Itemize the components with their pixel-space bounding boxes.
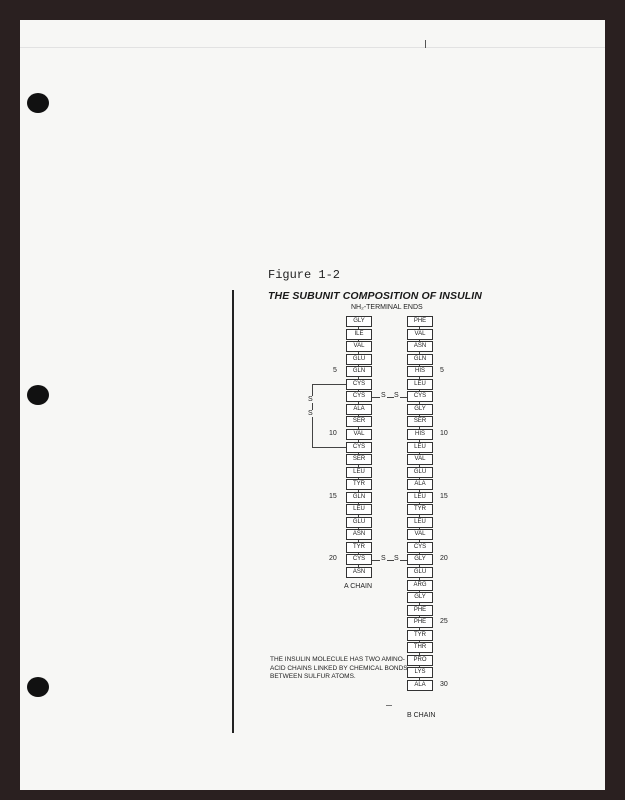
a-chain-residue: CYS [346,554,372,565]
pen-mark [425,40,426,48]
sulfur-label: S [381,554,386,562]
b-chain-position-number: 5 [440,367,444,375]
terminal-ends-heading: NH₂-TERMINAL ENDS [351,304,423,311]
disulfide-bond-line [372,397,380,398]
b-chain-residue: CYS [407,542,433,553]
b-chain-position-number: 25 [440,618,448,626]
a-chain-residue: ASN [346,567,372,578]
b-chain-residue: LEU [407,517,433,528]
a-chain-residue: TYR [346,479,372,490]
b-chain-residue: PHE [407,617,433,628]
sulfur-label: S [394,391,399,399]
sulfur-label: S [381,391,386,399]
a-chain-residue: GLU [346,354,372,365]
a-chain-residue: ILE [346,329,372,340]
disulfide-bond-line [400,397,407,398]
b-chain-position-number: 20 [440,555,448,563]
a-chain-label: A CHAIN [344,583,373,590]
b-chain-residue: PHE [407,316,433,327]
b-chain-residue: HIS [407,429,433,440]
a-chain-residue: ASN [346,529,372,540]
a-chain-residue: ALA [346,404,372,415]
a-chain-residue: SER [346,454,372,465]
b-chain-residue: CYS [407,391,433,402]
margin-rule [232,290,234,733]
b-chain-residue: PRO [407,655,433,666]
a-chain-residue: GLU [346,517,372,528]
b-chain-position-number: 30 [440,680,448,688]
a-chain-residue: LEU [346,504,372,515]
b-chain-residue: ASN [407,341,433,352]
a-chain-residue: VAL [346,429,372,440]
a-chain-position-number: 10 [329,429,337,437]
punch-hole [27,93,49,113]
b-chain-residue: TYR [407,504,433,515]
b-chain-residue: GLU [407,567,433,578]
a-chain-residue: VAL [346,341,372,352]
b-chain-residue: GLU [407,467,433,478]
b-chain-residue: THR [407,642,433,653]
b-chain-residue: LEU [407,442,433,453]
a-chain-position-number: 20 [329,555,337,563]
disulfide-bond-line [387,560,394,561]
b-chain-residue: PHE [407,605,433,616]
a-chain-residue: GLN [346,366,372,377]
b-chain-residue: HIS [407,366,433,377]
b-chain-residue: GLY [407,592,433,603]
figure-label: Figure 1-2 [268,268,341,282]
a-chain-residue: GLN [346,492,372,503]
b-chain-residue: ALA [407,680,433,691]
b-chain-position-number: 10 [440,429,448,437]
fold-line [20,47,605,48]
punch-hole [27,677,49,697]
b-chain-residue: LEU [407,379,433,390]
a-chain-residue: CYS [346,391,372,402]
b-chain-residue: SER [407,416,433,427]
a-chain-position-number: 5 [333,367,337,375]
b-chain-residue: GLN [407,354,433,365]
b-chain-label: B CHAIN [407,712,436,719]
a-chain-residue: TYR [346,542,372,553]
b-chain-residue: ALA [407,479,433,490]
punch-hole [27,385,49,405]
b-chain-residue: LEU [407,492,433,503]
intrachain-bond-line [312,447,346,448]
intrachain-bond-line [312,384,346,385]
stray-mark [386,705,392,706]
sulfur-label: S [394,554,399,562]
b-chain-residue: LYS [407,667,433,678]
b-chain-residue: VAL [407,529,433,540]
sulfur-label: S [308,396,313,404]
b-chain-residue: GLY [407,404,433,415]
disulfide-bond-line [400,560,407,561]
disulfide-bond-line [387,397,394,398]
a-chain-residue: SER [346,416,372,427]
a-chain-residue: CYS [346,379,372,390]
a-chain-residue: CYS [346,442,372,453]
b-chain-residue: TYR [407,630,433,641]
a-chain-position-number: 15 [329,492,337,500]
a-chain-residue: GLY [346,316,372,327]
b-chain-residue: GLY [407,554,433,565]
b-chain-residue: VAL [407,454,433,465]
b-chain-residue: ARG [407,580,433,591]
b-chain-residue: VAL [407,329,433,340]
a-chain-residue: LEU [346,467,372,478]
figure-caption: THE INSULIN MOLECULE HAS TWO AMINO-ACID CHAINS LINKED BY CHEMICAL BONDS BETWEEN SULFUR ATOMS. [270,656,408,680]
sulfur-label: S [308,410,313,418]
b-chain-position-number: 15 [440,492,448,500]
figure-title: THE SUBUNIT COMPOSITION OF INSULIN [268,290,482,302]
intrachain-bond-line [312,405,313,410]
disulfide-bond-line [372,560,380,561]
